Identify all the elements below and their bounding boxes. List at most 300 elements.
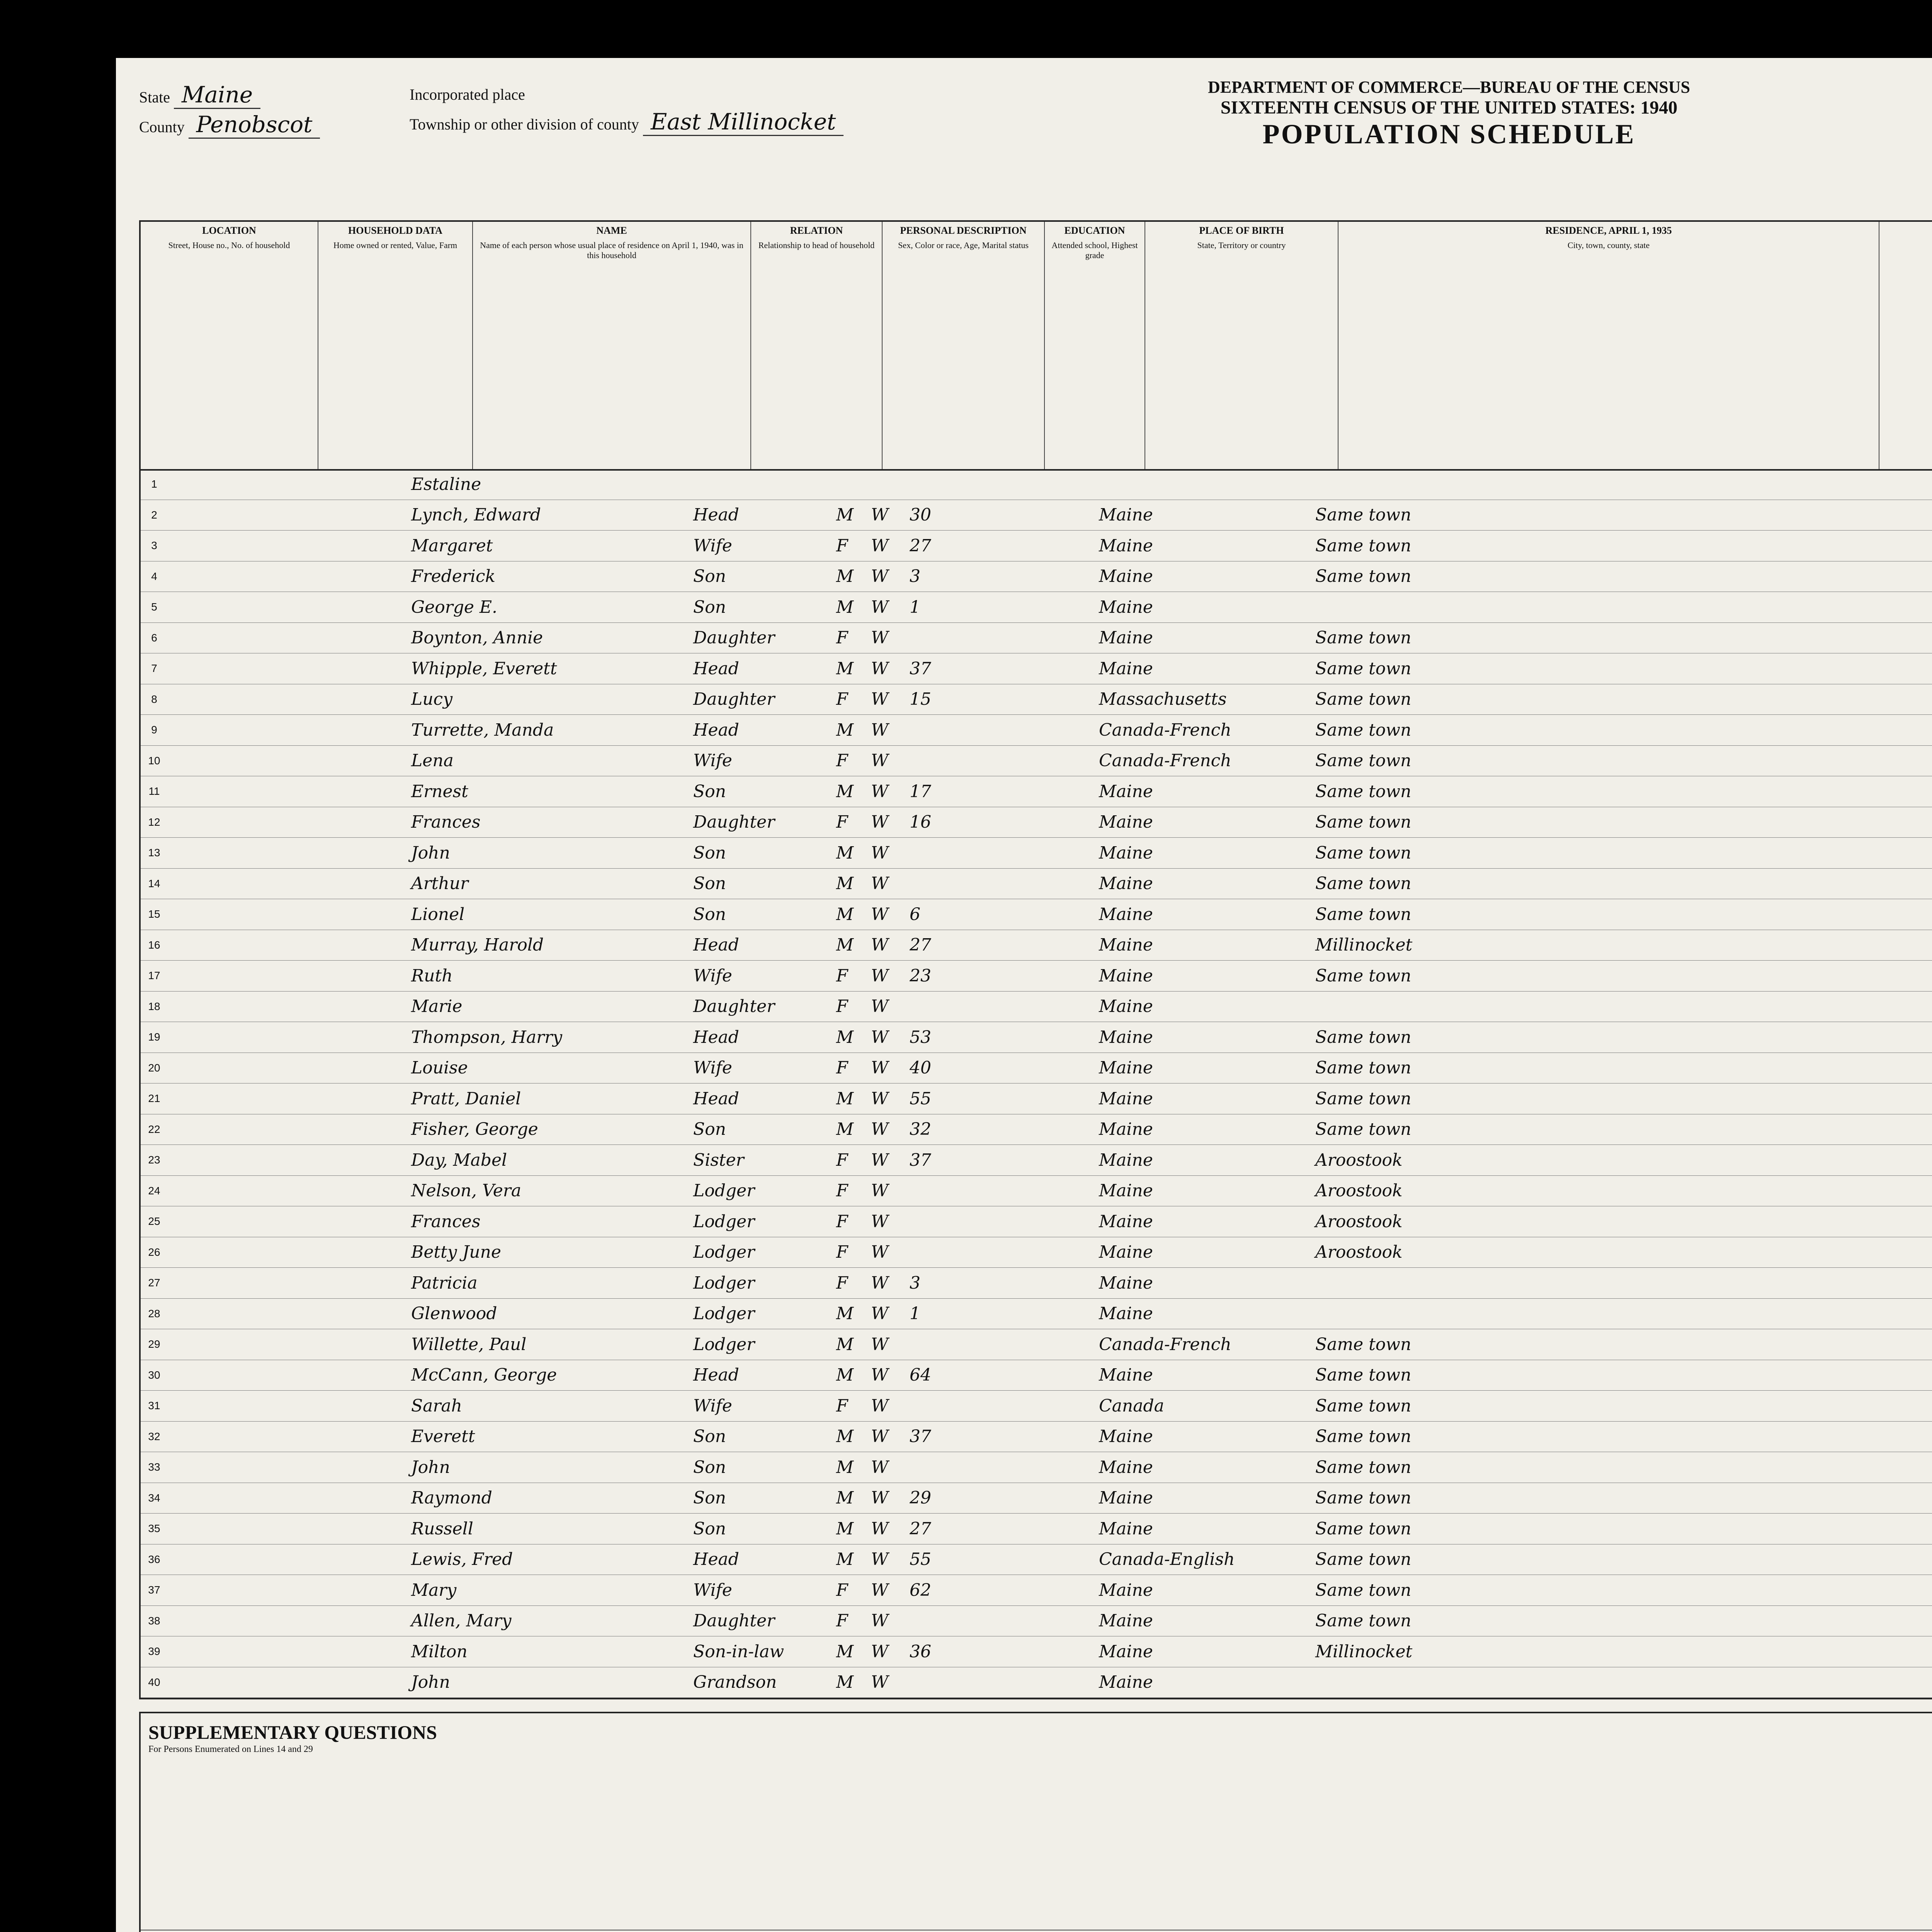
race: W — [871, 1641, 889, 1662]
person-name: Murray, Harold — [411, 935, 544, 955]
age: 27 — [910, 536, 931, 556]
table-row — [141, 1483, 1932, 1514]
person-name: Thompson, Harry — [411, 1027, 562, 1047]
birthplace: Maine — [1099, 1119, 1153, 1139]
age: 3 — [910, 566, 920, 587]
sex: M — [836, 1457, 854, 1477]
race: W — [871, 505, 889, 525]
line-number: 18 — [148, 1000, 160, 1012]
age: 32 — [910, 1119, 931, 1139]
line-number: 10 — [148, 754, 160, 767]
birthplace: Maine — [1099, 1519, 1153, 1539]
race: W — [871, 1088, 889, 1109]
line-number: 2 — [151, 509, 157, 521]
state-label: State — [139, 88, 170, 106]
race: W — [871, 1427, 889, 1447]
age: 23 — [910, 966, 931, 986]
sex: M — [836, 597, 854, 617]
line-number: 17 — [148, 969, 160, 982]
relation: Sister — [693, 1150, 744, 1170]
line-number: 38 — [148, 1614, 160, 1627]
sex: F — [836, 997, 848, 1017]
line-number: 32 — [148, 1430, 160, 1442]
race: W — [871, 1150, 889, 1170]
race: W — [871, 781, 889, 801]
table-row — [141, 992, 1932, 1022]
person-name: Arthur — [411, 874, 469, 894]
table-row — [141, 1237, 1932, 1268]
table-row — [141, 531, 1932, 561]
line-number: 13 — [148, 847, 160, 859]
race: W — [871, 997, 889, 1017]
person-name: John — [411, 1457, 450, 1477]
birthplace: Canada-French — [1099, 751, 1231, 771]
birthplace: Maine — [1099, 1211, 1153, 1231]
person-name: Patricia — [411, 1273, 478, 1293]
residence-1935: Same town — [1315, 1427, 1412, 1447]
relation: Lodger — [693, 1273, 755, 1293]
relation: Son — [693, 1427, 726, 1447]
residence-1935: Same town — [1315, 1549, 1412, 1570]
sex: F — [836, 966, 848, 986]
age: 37 — [910, 658, 931, 679]
age: 55 — [910, 1549, 931, 1570]
person-name: Lena — [411, 751, 454, 771]
incorporated-label: Incorporated place — [410, 86, 525, 103]
birthplace: Maine — [1099, 1488, 1153, 1508]
table-row — [141, 869, 1932, 900]
line-number: 12 — [148, 816, 160, 828]
race: W — [871, 720, 889, 740]
age: 53 — [910, 1027, 931, 1047]
relation: Head — [693, 935, 739, 955]
race: W — [871, 1027, 889, 1047]
birthplace: Maine — [1099, 536, 1153, 556]
person-name: Mary — [411, 1580, 457, 1600]
relation: Wife — [693, 536, 732, 556]
person-name: Estaline — [411, 474, 481, 494]
sex: F — [836, 1150, 848, 1170]
sex: M — [836, 1488, 854, 1508]
birthplace: Maine — [1099, 904, 1153, 924]
census-title: SIXTEENTH CENSUS OF THE UNITED STATES: 1940 — [1220, 97, 1678, 118]
sex: M — [836, 1641, 854, 1662]
race: W — [871, 566, 889, 587]
sex: M — [836, 1519, 854, 1539]
sex: M — [836, 1119, 854, 1139]
residence-1935: Aroostook — [1315, 1181, 1403, 1201]
relation: Wife — [693, 1580, 732, 1600]
birthplace: Maine — [1099, 997, 1153, 1017]
age: 30 — [910, 505, 931, 525]
race: W — [871, 1396, 889, 1416]
person-name: Turrette, Manda — [411, 720, 554, 740]
sex: F — [836, 1611, 848, 1631]
sex: M — [836, 1304, 854, 1324]
table-row — [141, 1606, 1932, 1637]
table-row — [141, 899, 1932, 930]
age: 15 — [910, 689, 931, 709]
table-row — [141, 1299, 1932, 1330]
relation: Head — [693, 1365, 739, 1385]
race: W — [871, 1519, 889, 1539]
sex: M — [836, 935, 854, 955]
race: W — [871, 874, 889, 894]
table-row — [141, 1114, 1932, 1145]
sex: M — [836, 1549, 854, 1570]
table-row — [141, 1268, 1932, 1299]
relation: Son — [693, 1519, 726, 1539]
birthplace: Maine — [1099, 1580, 1153, 1600]
race: W — [871, 1334, 889, 1354]
birthplace: Maine — [1099, 1027, 1153, 1047]
sex: M — [836, 1365, 854, 1385]
residence-1935: Same town — [1315, 1334, 1412, 1354]
residence-1935: Same town — [1315, 1088, 1412, 1109]
relation: Lodger — [693, 1242, 755, 1262]
relation: Daughter — [693, 628, 775, 648]
population-table — [139, 220, 1932, 1699]
residence-1935: Aroostook — [1315, 1150, 1403, 1170]
line-number: 1 — [151, 478, 157, 490]
residence-1935: Same town — [1315, 720, 1412, 740]
birthplace: Maine — [1099, 628, 1153, 648]
col-relation: RELATION Relationship to head of household — [751, 222, 883, 469]
sex: F — [836, 689, 848, 709]
residence-1935: Same town — [1315, 904, 1412, 924]
birthplace: Maine — [1099, 1242, 1153, 1262]
race: W — [871, 1273, 889, 1293]
table-row — [141, 469, 1932, 500]
person-name: Milton — [411, 1641, 468, 1662]
line-number: 39 — [148, 1645, 160, 1658]
relation: Lodger — [693, 1304, 755, 1324]
person-name: Glenwood — [411, 1304, 497, 1324]
table-rows — [141, 469, 1932, 1698]
relation: Son — [693, 566, 726, 587]
age: 37 — [910, 1427, 931, 1447]
line-number: 34 — [148, 1492, 160, 1504]
supplementary-subtitle: For Persons Enumerated on Lines 14 and 29 — [148, 1744, 313, 1754]
relation: Son — [693, 781, 726, 801]
county-label: County — [139, 118, 185, 136]
line-number: 22 — [148, 1123, 160, 1135]
residence-1935: Same town — [1315, 1027, 1412, 1047]
line-number: 20 — [148, 1061, 160, 1074]
race: W — [871, 751, 889, 771]
sex: M — [836, 505, 854, 525]
relation: Son — [693, 874, 726, 894]
sex: F — [836, 1058, 848, 1078]
line-number: 4 — [151, 570, 157, 582]
sex: F — [836, 1273, 848, 1293]
column-headers — [141, 222, 1932, 471]
race: W — [871, 1181, 889, 1201]
col-household: HOUSEHOLD DATA Home owned or rented, Value, Farm — [318, 222, 473, 469]
sex: M — [836, 1027, 854, 1047]
birthplace: Maine — [1099, 1088, 1153, 1109]
line-number: 28 — [148, 1307, 160, 1320]
race: W — [871, 904, 889, 924]
col-employment — [1879, 222, 1932, 469]
age: 55 — [910, 1088, 931, 1109]
person-name: Margaret — [411, 536, 493, 556]
table-row — [141, 807, 1932, 838]
residence-1935: Millinocket — [1315, 1641, 1413, 1662]
birthplace: Massachusetts — [1099, 689, 1227, 709]
line-number: 15 — [148, 908, 160, 920]
person-name: Day, Mabel — [411, 1150, 507, 1170]
age: 1 — [910, 597, 920, 617]
birthplace: Maine — [1099, 658, 1153, 679]
race: W — [871, 597, 889, 617]
census-sheet — [116, 58, 1932, 1932]
line-number: 37 — [148, 1584, 160, 1596]
race: W — [871, 966, 889, 986]
race: W — [871, 1672, 889, 1692]
age: 3 — [910, 1273, 920, 1293]
birthplace: Maine — [1099, 1058, 1153, 1078]
table-row — [141, 1022, 1932, 1053]
race: W — [871, 628, 889, 648]
residence-1935: Same town — [1315, 1119, 1412, 1139]
dept-title: DEPARTMENT OF COMMERCE—BUREAU OF THE CENSUS — [1208, 78, 1690, 97]
age: 27 — [910, 1519, 931, 1539]
line-number: 33 — [148, 1461, 160, 1473]
table-row — [141, 1391, 1932, 1422]
relation: Daughter — [693, 997, 775, 1017]
county-value: Penobscot — [189, 111, 320, 139]
race: W — [871, 1242, 889, 1262]
residence-1935: Same town — [1315, 536, 1412, 556]
birthplace: Canada-French — [1099, 1334, 1231, 1354]
person-name: Frederick — [411, 566, 496, 587]
table-row — [141, 1053, 1932, 1084]
residence-1935: Same town — [1315, 874, 1412, 894]
person-name: Sarah — [411, 1396, 462, 1416]
person-name: Pratt, Daniel — [411, 1088, 521, 1109]
person-name: John — [411, 843, 450, 863]
table-row — [141, 1145, 1932, 1176]
age: 29 — [910, 1488, 931, 1508]
birthplace: Maine — [1099, 781, 1153, 801]
age: 36 — [910, 1641, 931, 1662]
person-name: Willette, Paul — [411, 1334, 527, 1354]
sex: F — [836, 1211, 848, 1231]
birthplace: Canada — [1099, 1396, 1164, 1416]
residence-1935: Same town — [1315, 1488, 1412, 1508]
sex: F — [836, 1396, 848, 1416]
sex: M — [836, 566, 854, 587]
sex: M — [836, 781, 854, 801]
person-name: Frances — [411, 1211, 481, 1231]
table-row — [141, 1176, 1932, 1207]
age: 62 — [910, 1580, 931, 1600]
relation: Wife — [693, 751, 732, 771]
line-number: 3 — [151, 539, 157, 552]
residence-1935: Aroostook — [1315, 1242, 1403, 1262]
table-row — [141, 1422, 1932, 1452]
residence-1935: Same town — [1315, 566, 1412, 587]
table-row — [141, 1329, 1932, 1360]
line-number: 26 — [148, 1246, 160, 1258]
birthplace: Maine — [1099, 1672, 1153, 1692]
table-row — [141, 715, 1932, 746]
sex: F — [836, 1580, 848, 1600]
relation: Son — [693, 843, 726, 863]
residence-1935: Same town — [1315, 1519, 1412, 1539]
person-name: Ernest — [411, 781, 468, 801]
relation: Son — [693, 1457, 726, 1477]
person-name: Frances — [411, 812, 481, 832]
table-row — [141, 1544, 1932, 1575]
sex: M — [836, 874, 854, 894]
residence-1935: Same town — [1315, 1058, 1412, 1078]
residence-1935: Same town — [1315, 781, 1412, 801]
person-name: Nelson, Vera — [411, 1181, 522, 1201]
supplementary-section — [139, 1712, 1932, 1932]
birthplace: Maine — [1099, 1457, 1153, 1477]
residence-1935: Same town — [1315, 1365, 1412, 1385]
birthplace: Maine — [1099, 597, 1153, 617]
birthplace: Maine — [1099, 566, 1153, 587]
birthplace: Maine — [1099, 505, 1153, 525]
person-name: Allen, Mary — [411, 1611, 512, 1631]
age: 64 — [910, 1365, 931, 1385]
table-row — [141, 684, 1932, 715]
township-value: East Millinocket — [643, 109, 844, 136]
residence-1935: Same town — [1315, 751, 1412, 771]
col-location: LOCATION Street, House no., No. of household — [141, 222, 318, 469]
birthplace: Maine — [1099, 1365, 1153, 1385]
age: 1 — [910, 1304, 920, 1324]
age: 40 — [910, 1058, 931, 1078]
line-number: 5 — [151, 601, 157, 613]
person-name: Boynton, Annie — [411, 628, 543, 648]
table-row — [141, 746, 1932, 777]
sex: F — [836, 1181, 848, 1201]
relation: Son-in-law — [693, 1641, 784, 1662]
race: W — [871, 1119, 889, 1139]
race: W — [871, 812, 889, 832]
race: W — [871, 1365, 889, 1385]
relation: Wife — [693, 1396, 732, 1416]
line-number: 8 — [151, 693, 157, 705]
line-number: 21 — [148, 1092, 160, 1105]
person-name: Whipple, Everett — [411, 658, 557, 679]
line-number: 30 — [148, 1369, 160, 1381]
table-row — [141, 1206, 1932, 1237]
age: 17 — [910, 781, 931, 801]
header-center — [1043, 73, 1855, 150]
line-number: 29 — [148, 1338, 160, 1350]
col-education: EDUCATION Attended school, Highest grade — [1045, 222, 1145, 469]
col-name: NAME Name of each person whose usual place of residence on April 1, 1940, was in this household — [473, 222, 751, 469]
race: W — [871, 1488, 889, 1508]
race: W — [871, 536, 889, 556]
residence-1935: Same town — [1315, 1611, 1412, 1631]
residence-1935: Same town — [1315, 628, 1412, 648]
line-number: 19 — [148, 1031, 160, 1043]
birthplace: Maine — [1099, 874, 1153, 894]
sex: M — [836, 720, 854, 740]
table-row — [141, 1452, 1932, 1483]
residence-1935: Same town — [1315, 1396, 1412, 1416]
header-left — [139, 81, 836, 141]
sex: M — [836, 843, 854, 863]
relation: Son — [693, 1119, 726, 1139]
line-number: 11 — [148, 785, 160, 798]
birthplace: Maine — [1099, 843, 1153, 863]
line-number: 16 — [148, 939, 160, 951]
birthplace: Maine — [1099, 935, 1153, 955]
race: W — [871, 935, 889, 955]
person-name: Marie — [411, 997, 463, 1017]
line-number: 25 — [148, 1215, 160, 1228]
line-number: 9 — [151, 724, 157, 736]
sex: F — [836, 751, 848, 771]
race: W — [871, 843, 889, 863]
supplementary-row — [141, 1930, 1932, 1932]
line-number: 40 — [148, 1676, 160, 1688]
residence-1935: Same town — [1315, 1457, 1412, 1477]
sex: F — [836, 536, 848, 556]
race: W — [871, 1211, 889, 1231]
table-row — [141, 592, 1932, 623]
line-number: 36 — [148, 1553, 160, 1565]
sex: M — [836, 1334, 854, 1354]
person-name: George E. — [411, 597, 498, 617]
residence-1935: Same town — [1315, 1580, 1412, 1600]
birthplace: Canada-French — [1099, 720, 1231, 740]
age: 6 — [910, 904, 920, 924]
age: 27 — [910, 935, 931, 955]
sex: F — [836, 1242, 848, 1262]
relation: Lodger — [693, 1334, 755, 1354]
sex: F — [836, 628, 848, 648]
relation: Head — [693, 1027, 739, 1047]
table-row — [141, 1575, 1932, 1606]
relation: Wife — [693, 1058, 732, 1078]
col-birthplace: PLACE OF BIRTH State, Territory or country — [1145, 222, 1338, 469]
birthplace: Maine — [1099, 1304, 1153, 1324]
residence-1935: Aroostook — [1315, 1211, 1403, 1231]
person-name: John — [411, 1672, 450, 1692]
birthplace: Maine — [1099, 812, 1153, 832]
relation: Son — [693, 597, 726, 617]
age: 16 — [910, 812, 931, 832]
birthplace: Maine — [1099, 1273, 1153, 1293]
relation: Head — [693, 720, 739, 740]
relation: Head — [693, 658, 739, 679]
race: W — [871, 658, 889, 679]
residence-1935: Same town — [1315, 843, 1412, 863]
race: W — [871, 689, 889, 709]
table-row — [141, 500, 1932, 531]
residence-1935: Same town — [1315, 966, 1412, 986]
person-name: Fisher, George — [411, 1119, 538, 1139]
person-name: Louise — [411, 1058, 468, 1078]
sex: M — [836, 658, 854, 679]
birthplace: Maine — [1099, 1150, 1153, 1170]
race: W — [871, 1058, 889, 1078]
line-number: 27 — [148, 1277, 160, 1289]
table-row — [141, 1360, 1932, 1391]
line-number: 6 — [151, 631, 157, 644]
race: W — [871, 1304, 889, 1324]
table-row — [141, 653, 1932, 684]
birthplace: Maine — [1099, 1181, 1153, 1201]
